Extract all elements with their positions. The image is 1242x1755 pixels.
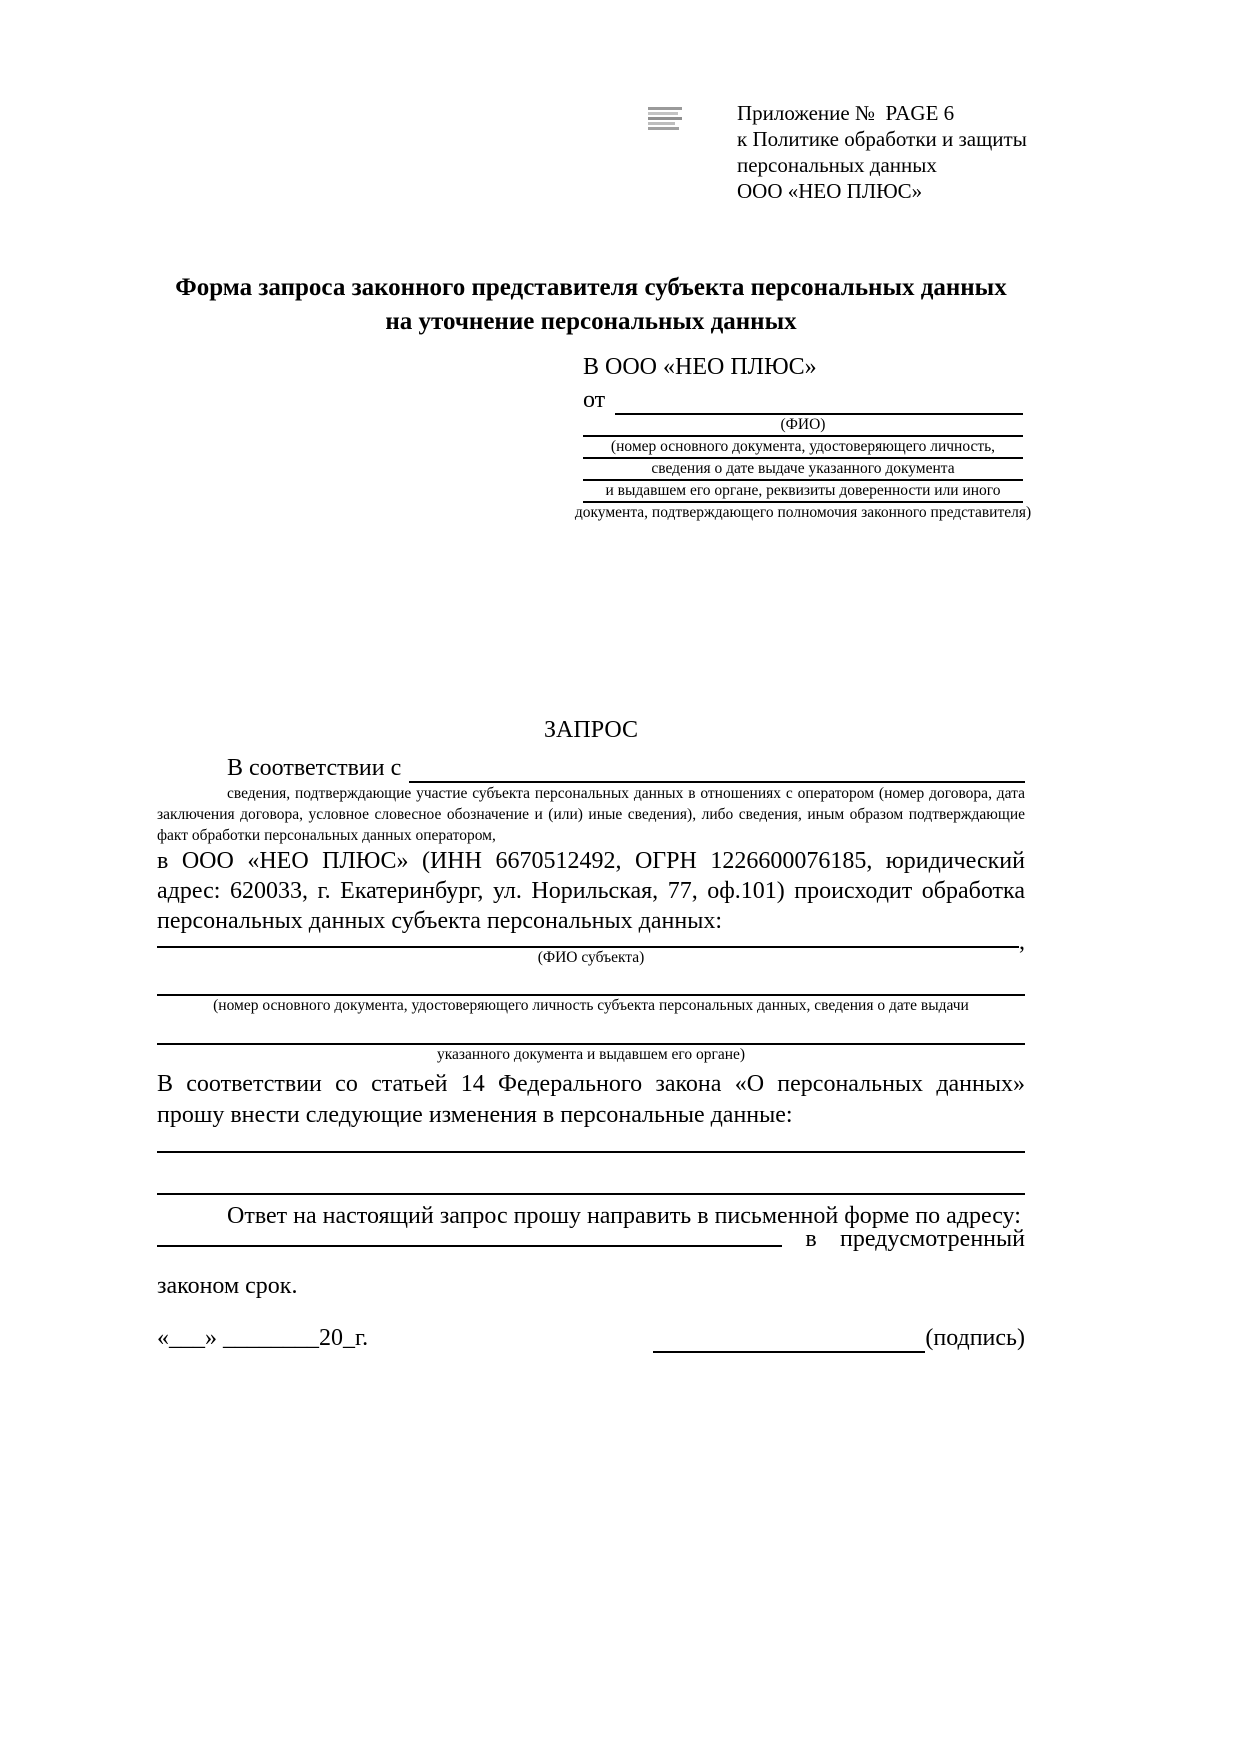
answer-tail: законом срок. xyxy=(157,1273,298,1299)
caption-subject-fio: (ФИО субъекта) xyxy=(537,949,645,966)
annex-note-line-1: Приложение № PAGE 6 xyxy=(737,101,955,125)
artifact-stripe xyxy=(648,117,682,120)
caption-authority-document: документа, подтверждающего полномочия законного представителя) xyxy=(574,504,1032,521)
from-row xyxy=(583,385,1023,415)
form-title-line-2: на уточнение персональных данных xyxy=(385,308,797,335)
caption-subject-document-2: указанного документа и выдавшем его органе) xyxy=(436,1046,746,1063)
answer-word-predusmotrenny: предусмотренный xyxy=(839,1226,1025,1252)
date-line: «___» ________20_г. xyxy=(157,1325,369,1351)
caption-document-number: (номер основного документа, удостоверяющего личность, xyxy=(610,438,996,455)
fill-in-line-signature xyxy=(653,1351,925,1353)
article-paragraph: В соответствии со статьей 14 Федерального закона «О персональных данных» прошу внести следующие изменения в персональные данные: xyxy=(157,1071,1025,1128)
signature-group xyxy=(653,1323,1025,1353)
subject-fio-row xyxy=(157,929,1025,955)
fill-in-line-address xyxy=(157,1245,782,1247)
fine-print-note: сведения, подтверждающие участие субъекта персональных данных в отношениях с оператором (номер договора, дата заключения договора, условное словесное обозначение и (или) иные сведения), либо сведения, иным образом подтверждающие факт обработки персональных данных оператором, xyxy=(157,785,1025,844)
subject-fio-comma: , xyxy=(1019,929,1025,955)
answer-address-row xyxy=(157,1226,1025,1252)
request-heading: ЗАПРОС xyxy=(544,717,638,743)
artifact-stripe xyxy=(648,122,675,125)
blurred-text-artifact xyxy=(648,107,682,132)
fill-in-line-changes-1 xyxy=(157,1151,1025,1153)
signature-row xyxy=(157,1323,1025,1353)
from-label: от xyxy=(583,387,606,413)
caption-issue-date: сведения о дате выдаче указанного документа xyxy=(651,460,955,477)
annex-note-line-4: ООО «НЕО ПЛЮС» xyxy=(737,179,923,203)
annex-note-line-3: персональных данных xyxy=(737,153,937,177)
intro-row xyxy=(157,753,1025,783)
caption-issuing-authority: и выдавшем его органе, реквизиты доверенности или иного xyxy=(605,482,1001,499)
artifact-stripe xyxy=(648,107,682,110)
addressee-block xyxy=(574,352,1032,523)
operator-paragraph: в ООО «НЕО ПЛЮС» (ИНН 6670512492, ОГРН 1226600076185, юридический адрес: 620033, г. Екатеринбург, ул. Норильская, 77, оф.101) происходит обработка персональных данных субъекта персональных данных: xyxy=(157,848,1025,934)
caption-signature: (подпись) xyxy=(925,1325,1025,1351)
annex-note-line-2: к Политике обработки и защиты xyxy=(737,127,1027,151)
form-title-line-1: Форма запроса законного представителя субъекта персональных данных xyxy=(175,274,1007,301)
fill-in-line-changes-2 xyxy=(157,1193,1025,1195)
caption-fio: (ФИО) xyxy=(780,416,826,433)
answer-word-v: в xyxy=(805,1226,817,1252)
artifact-stripe xyxy=(648,112,678,115)
annex-note xyxy=(737,100,1037,204)
caption-subject-document: (номер основного документа, удостоверяющего личность субъекта персональных данных, сведения о дате выдачи xyxy=(213,997,969,1014)
intro-label: В соответствии с xyxy=(227,755,402,781)
request-body xyxy=(157,715,1025,1353)
addressee-to: В ООО «НЕО ПЛЮС» xyxy=(583,354,817,380)
form-title xyxy=(157,271,1025,339)
artifact-stripe xyxy=(648,127,679,130)
answer-paragraph: Ответ на настоящий запрос прошу направить в письменной форме по адресу: xyxy=(227,1203,1021,1229)
